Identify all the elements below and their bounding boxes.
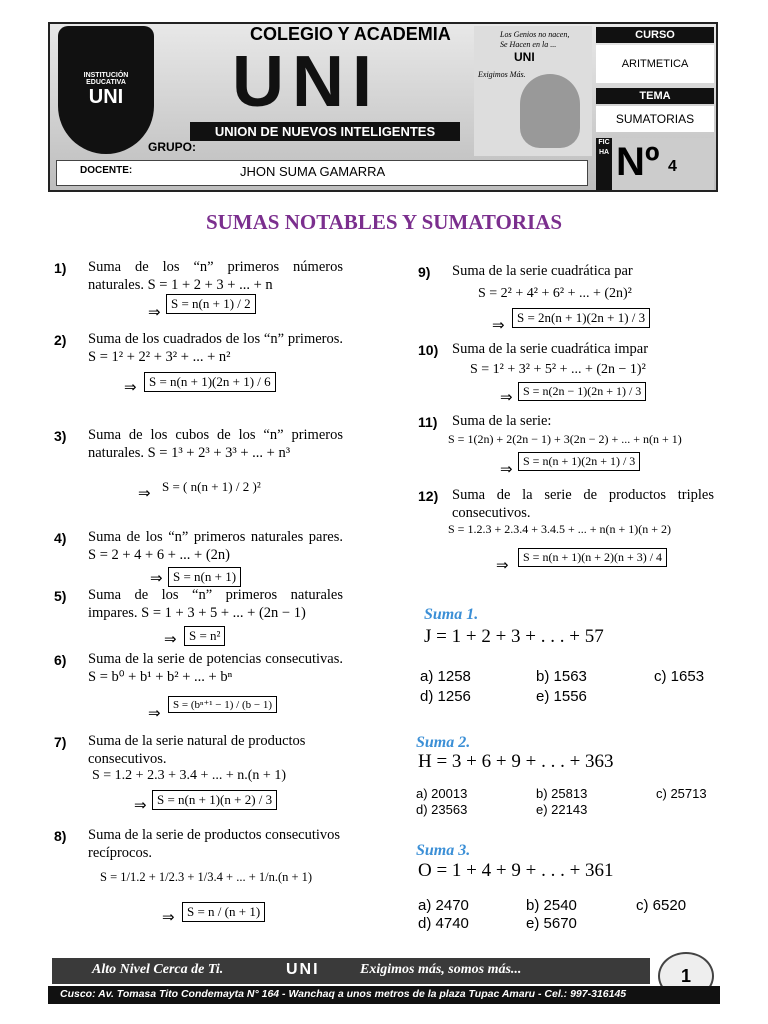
answer-option[interactable]: d) 4740 <box>418 915 469 932</box>
answer-option[interactable]: b) 2540 <box>526 897 577 914</box>
answer-option[interactable]: c) 25713 <box>656 786 707 801</box>
item-description: Suma de la serie cuadrática par <box>452 263 633 279</box>
formula-result-box: S = 2n(n + 1)(2n + 1) / 3 <box>512 308 650 328</box>
item-description: Suma de los “n” primeros naturales impares. S = 1 + 3 + 5 + ... + (2n − 1) <box>88 587 343 621</box>
footer-slogan: Alto Nivel Cerca de Ti. <box>92 962 224 977</box>
item-number: 6) <box>54 652 67 668</box>
formula-result-box: S = n(n + 1)(n + 2) / 3 <box>152 790 277 810</box>
exercise-label: Suma 1. <box>424 606 479 623</box>
quote-line-2: Se Hacen en la ... <box>500 40 557 49</box>
item-number: 8) <box>54 828 67 844</box>
page-number: 1 <box>658 952 714 1000</box>
item-number: 4) <box>54 530 67 546</box>
grupo-label: GRUPO: <box>148 140 196 154</box>
portrait-image <box>520 74 580 148</box>
answer-option[interactable]: d) 23563 <box>416 802 468 817</box>
brand-full-name: UNION DE NUEVOS INTELIGENTES <box>190 122 460 141</box>
answer-option[interactable]: c) 6520 <box>636 897 687 914</box>
arrow-icon: ⇒ <box>150 571 163 587</box>
arrow-icon: ⇒ <box>138 486 151 502</box>
answer-option[interactable]: d) 1256 <box>420 688 471 705</box>
footer-slogan-secondary: Exigimos más, somos más... <box>360 962 522 977</box>
formula-result-box: S = n(n + 1)(n + 2)(n + 3) / 4 <box>518 548 667 567</box>
docente-label: DOCENTE: <box>80 165 133 176</box>
formula-result-box: S = n(2n − 1)(2n + 1) / 3 <box>518 382 646 401</box>
quote-line-1: Los Genios no nacen, <box>500 30 570 39</box>
crest-label: INSTITUCIÓN EDUCATIVA <box>83 72 129 86</box>
item-description: Suma de la serie de productos consecutivos recíprocos. <box>88 827 341 861</box>
item-formula: S = 1/1.2 + 1/2.3 + 1/3.4 + ... + 1/n.(n + 1) <box>100 870 313 884</box>
item-description: Suma de la serie de productos triples consecutivos. <box>452 487 714 521</box>
item-formula: S = 1.2.3 + 2.3.4 + 3.4.5 + ... + n(n + 1)(n + 2) <box>448 522 672 536</box>
footer-brand-logo: UNI <box>286 961 320 978</box>
answer-option[interactable]: c) 1653 <box>654 668 705 685</box>
brand-logo-text: UNI <box>232 42 380 122</box>
item-number: 10) <box>418 342 439 358</box>
answer-option[interactable]: b) 25813 <box>536 786 588 801</box>
formula-result: S = ( n(n + 1) / 2 )² <box>158 478 265 496</box>
quote-brand: UNI <box>514 50 535 64</box>
arrow-icon: ⇒ <box>496 558 509 574</box>
arrow-icon: ⇒ <box>164 632 177 648</box>
arrow-icon: ⇒ <box>500 462 513 478</box>
formula-result-box: S = n / (n + 1) <box>182 902 265 922</box>
numero-value: 4 <box>668 158 677 175</box>
docente-name: JHON SUMA GAMARRA <box>240 164 386 179</box>
tema-label: TEMA <box>596 88 714 104</box>
quote-side-text: Exigimos Más. <box>478 70 526 79</box>
item-number: 1) <box>54 260 67 276</box>
item-description: Suma de los “n” primeros números naturales. S = 1 + 2 + 3 + ... + n <box>88 259 343 293</box>
item-description: Suma de la serie de potencias consecutivas. S = b⁰ + b¹ + b² + ... + bⁿ <box>88 651 343 685</box>
item-number: 2) <box>54 332 67 348</box>
formula-result-box: S = n(n + 1)(2n + 1) / 6 <box>144 372 276 392</box>
ficha-label: FICHA <box>596 138 612 190</box>
answer-option[interactable]: e) 22143 <box>536 802 588 817</box>
arrow-icon: ⇒ <box>134 798 147 814</box>
formula-result-box: S = (bⁿ⁺¹ − 1) / (b − 1) <box>168 696 277 713</box>
item-number: 12) <box>418 488 439 504</box>
exercise-expression: O = 1 + 4 + 9 + . . . + 361 <box>418 860 614 881</box>
exercise-label: Suma 2. <box>416 734 471 751</box>
formula-result-box: S = n(n + 1)(2n + 1) / 3 <box>518 452 640 471</box>
item-formula: S = 2² + 4² + 6² + ... + (2n)² <box>478 286 632 301</box>
item-description: Suma de los cuadrados de los “n” primeros. S = 1² + 2² + 3² + ... + n² <box>88 331 343 365</box>
item-number: 9) <box>418 264 431 280</box>
quote-text <box>500 30 569 50</box>
formula-result-box: S = n² <box>184 626 225 646</box>
item-formula: S = 1² + 3² + 5² + ... + (2n − 1)² <box>470 362 646 377</box>
item-description: Suma de los cubos de los “n” primeros naturales. S = 1³ + 2³ + 3³ + ... + n³ <box>88 427 343 461</box>
item-formula: S = 1(2n) + 2(2n − 1) + 3(2n − 2) + ... + n(n + 1) <box>448 432 682 446</box>
answer-option[interactable]: a) 20013 <box>416 786 468 801</box>
numero-label: Nº <box>616 140 660 184</box>
item-description: Suma de la serie: <box>452 413 552 429</box>
answer-option[interactable]: e) 5670 <box>526 915 577 932</box>
item-formula: S = 1.2 + 2.3 + 3.4 + ... + n.(n + 1) <box>92 768 286 783</box>
item-description: Suma de la serie cuadrática impar <box>452 341 649 357</box>
answer-option[interactable]: a) 2470 <box>418 897 469 914</box>
arrow-icon: ⇒ <box>148 706 161 722</box>
crest-brand: UNI <box>88 86 124 108</box>
arrow-icon: ⇒ <box>500 390 513 406</box>
exercise-expression: J = 1 + 2 + 3 + . . . + 57 <box>424 626 604 647</box>
arrow-icon: ⇒ <box>148 305 161 321</box>
arrow-icon: ⇒ <box>162 910 175 926</box>
item-number: 5) <box>54 588 67 604</box>
item-description: Suma de la serie natural de productos consecutivos. <box>88 733 306 767</box>
answer-option[interactable]: b) 1563 <box>536 668 587 685</box>
arrow-icon: ⇒ <box>492 318 505 334</box>
exercise-expression: H = 3 + 6 + 9 + . . . + 363 <box>418 751 614 772</box>
formula-result-box: S = n(n + 1) <box>168 567 241 587</box>
tema-value: SUMATORIAS <box>596 106 714 132</box>
page-title: SUMAS NOTABLES Y SUMATORIAS <box>205 210 563 234</box>
formula-result-box: S = n(n + 1) / 2 <box>166 294 256 314</box>
arrow-icon: ⇒ <box>124 380 137 396</box>
item-number: 3) <box>54 428 67 444</box>
curso-label: CURSO <box>596 27 714 43</box>
answer-option[interactable]: e) 1556 <box>536 688 587 705</box>
curso-value: ARITMETICA <box>596 45 714 83</box>
item-number: 7) <box>54 734 67 750</box>
item-description: Suma de los “n” primeros naturales pares. S = 2 + 4 + 6 + ... + (2n) <box>88 529 343 563</box>
answer-option[interactable]: a) 1258 <box>420 668 471 685</box>
item-number: 11) <box>418 414 438 430</box>
school-title: COLEGIO Y ACADEMIA <box>250 24 451 44</box>
footer-address: Cusco: Av. Tomasa Tito Condemayta N° 164 - Wanchaq a unos metros de la plaza Tupac Amaru - Cel.: 997-316145 <box>60 988 627 1000</box>
exercise-label: Suma 3. <box>416 842 471 859</box>
